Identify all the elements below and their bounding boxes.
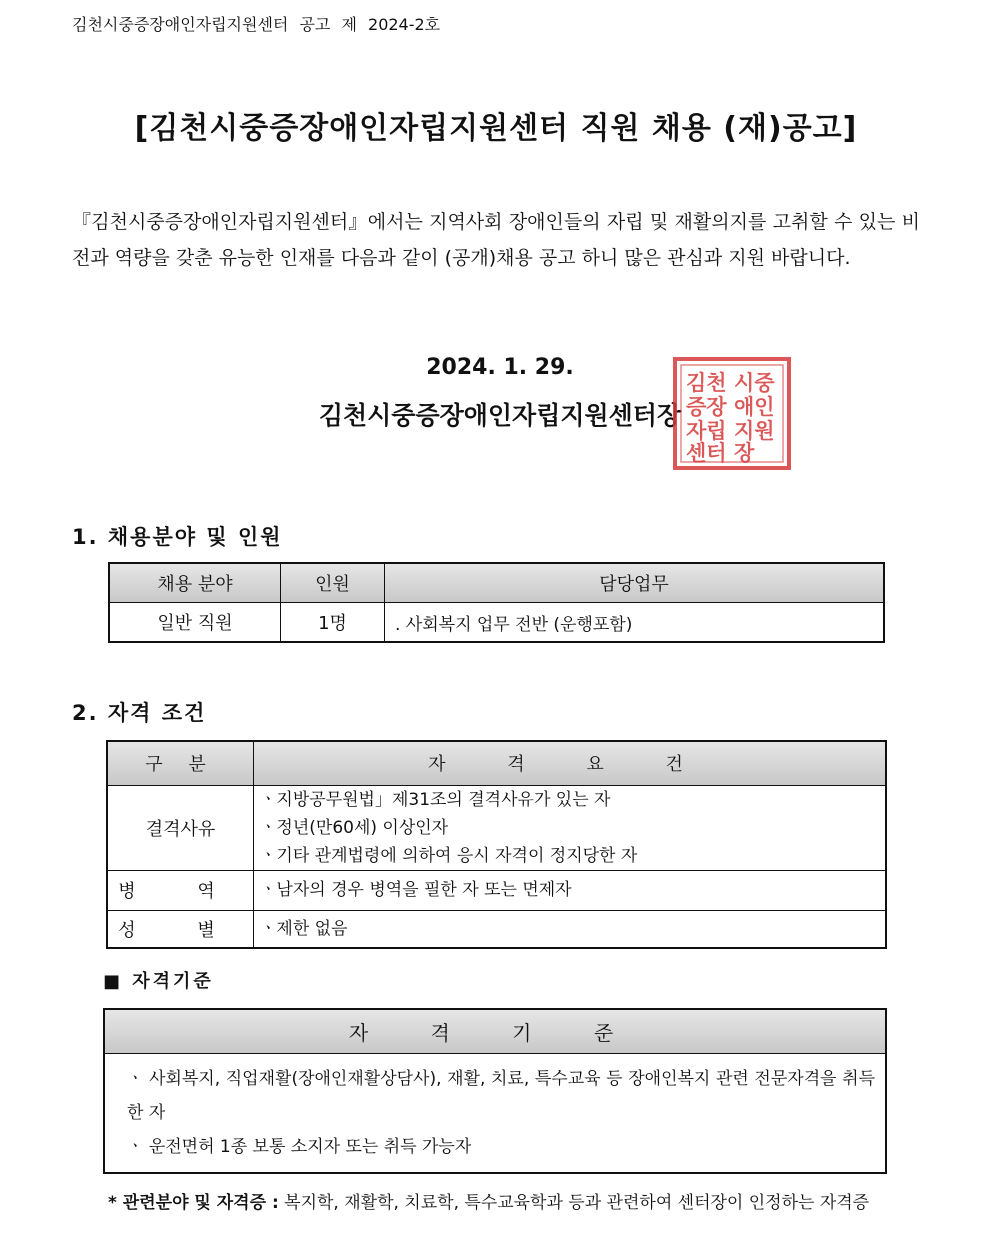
header-criteria: 자 격 기 준 xyxy=(104,1009,886,1053)
header-duties: 담당업무 xyxy=(385,563,885,603)
list-item: ㆍ 운전면허 1종 보통 소지자 또는 취득 가능자 xyxy=(127,1136,472,1157)
seal-glyph: 김천 xyxy=(686,371,727,395)
table-row xyxy=(107,910,886,948)
cell-label: 병 역 xyxy=(107,870,254,910)
list-item: ㆍ지방공무원법」제31조의 결격사유가 있는 자 xyxy=(260,789,611,810)
list-item: ㆍ 사회복지, 직업재활(장애인재활상담사), 재활, 치료, 특수교육 등 장애인복지 관련 전문자격을 취득한 자 xyxy=(127,1068,875,1123)
intro-paragraph: 『김천시중증장애인자립지원센터』에서는 지역사회 장애인들의 자립 및 재활의지를 고취할 수 있는 비전과 역량을 갖춘 유능한 인재를 다음과 같이 (공개)채용 공고 하니 많은 관심과 지원 바랍니다. xyxy=(72,211,920,269)
cell-label: 성 별 xyxy=(107,910,254,948)
cell-label: 결격사유 xyxy=(107,785,254,870)
list-item: ㆍ제한 없음 xyxy=(260,918,348,939)
header-requirements: 자 격 요 건 xyxy=(254,741,887,785)
cell-items xyxy=(254,910,887,948)
note-label: * 관련분야 및 자격증 : xyxy=(108,1193,279,1213)
table-header-row xyxy=(104,1009,886,1053)
official-seal-stamp xyxy=(672,356,792,471)
organization-name: 김천시중증장애인자립지원센터장 xyxy=(318,401,682,430)
related-field-note xyxy=(72,1188,920,1218)
table-row xyxy=(104,1053,886,1173)
seal-glyph: 애인 xyxy=(734,395,775,419)
cell-field: 일반 직원 xyxy=(109,603,281,643)
seal-glyph: 장 xyxy=(734,441,755,465)
table-header-row xyxy=(109,563,884,603)
list-item: ㆍ남자의 경우 병역을 필한 자 또는 면제자 xyxy=(260,880,572,900)
criteria-table xyxy=(103,1008,887,1174)
seal-glyph: 증장 xyxy=(686,395,727,419)
seal-glyph: 센터 xyxy=(686,441,727,465)
list-item: ㆍ정년(만60세) 이상인자 xyxy=(260,817,449,838)
table-row xyxy=(107,870,886,910)
header-category: 구 분 xyxy=(107,741,254,785)
seal-glyph: 시중 xyxy=(734,371,775,395)
cell-items xyxy=(254,785,887,870)
table-header-row xyxy=(107,741,886,785)
header-field: 채용 분야 xyxy=(109,563,281,603)
section2-heading: 2. 자격 조건 xyxy=(72,701,207,725)
seal-glyph: 자립 xyxy=(686,419,727,443)
list-item: ㆍ기타 관계법령에 의하여 응시 자격이 정지당한 자 xyxy=(260,845,638,866)
cell-criteria xyxy=(104,1053,886,1173)
cell-items xyxy=(254,870,887,910)
table-row xyxy=(109,603,884,643)
table-row xyxy=(107,785,886,870)
announcement-date: 2024. 1. 29. xyxy=(426,355,574,380)
header-headcount: 인원 xyxy=(281,563,385,603)
notice-number: 김천시중증장애인자립지원센터 공고 제 2024-2호 xyxy=(72,15,441,34)
page-title: [김천시중증장애인자립지원센터 직원 채용 (재)공고] xyxy=(134,111,858,146)
cell-headcount: 1명 xyxy=(281,603,385,643)
section1-heading: 1. 채용분야 및 인원 xyxy=(72,525,283,549)
note-text: 복지학, 재활학, 치료학, 특수교육학과 등과 관련하여 센터장이 인정하는 자격증 xyxy=(278,1193,870,1213)
recruitment-table xyxy=(108,562,885,643)
qualification-table xyxy=(106,740,887,949)
seal-glyph: 지원 xyxy=(734,419,775,443)
cell-duties: . 사회복지 업무 전반 (운행포함) xyxy=(385,603,885,643)
criteria-heading: ■ 자격기준 xyxy=(103,971,214,992)
